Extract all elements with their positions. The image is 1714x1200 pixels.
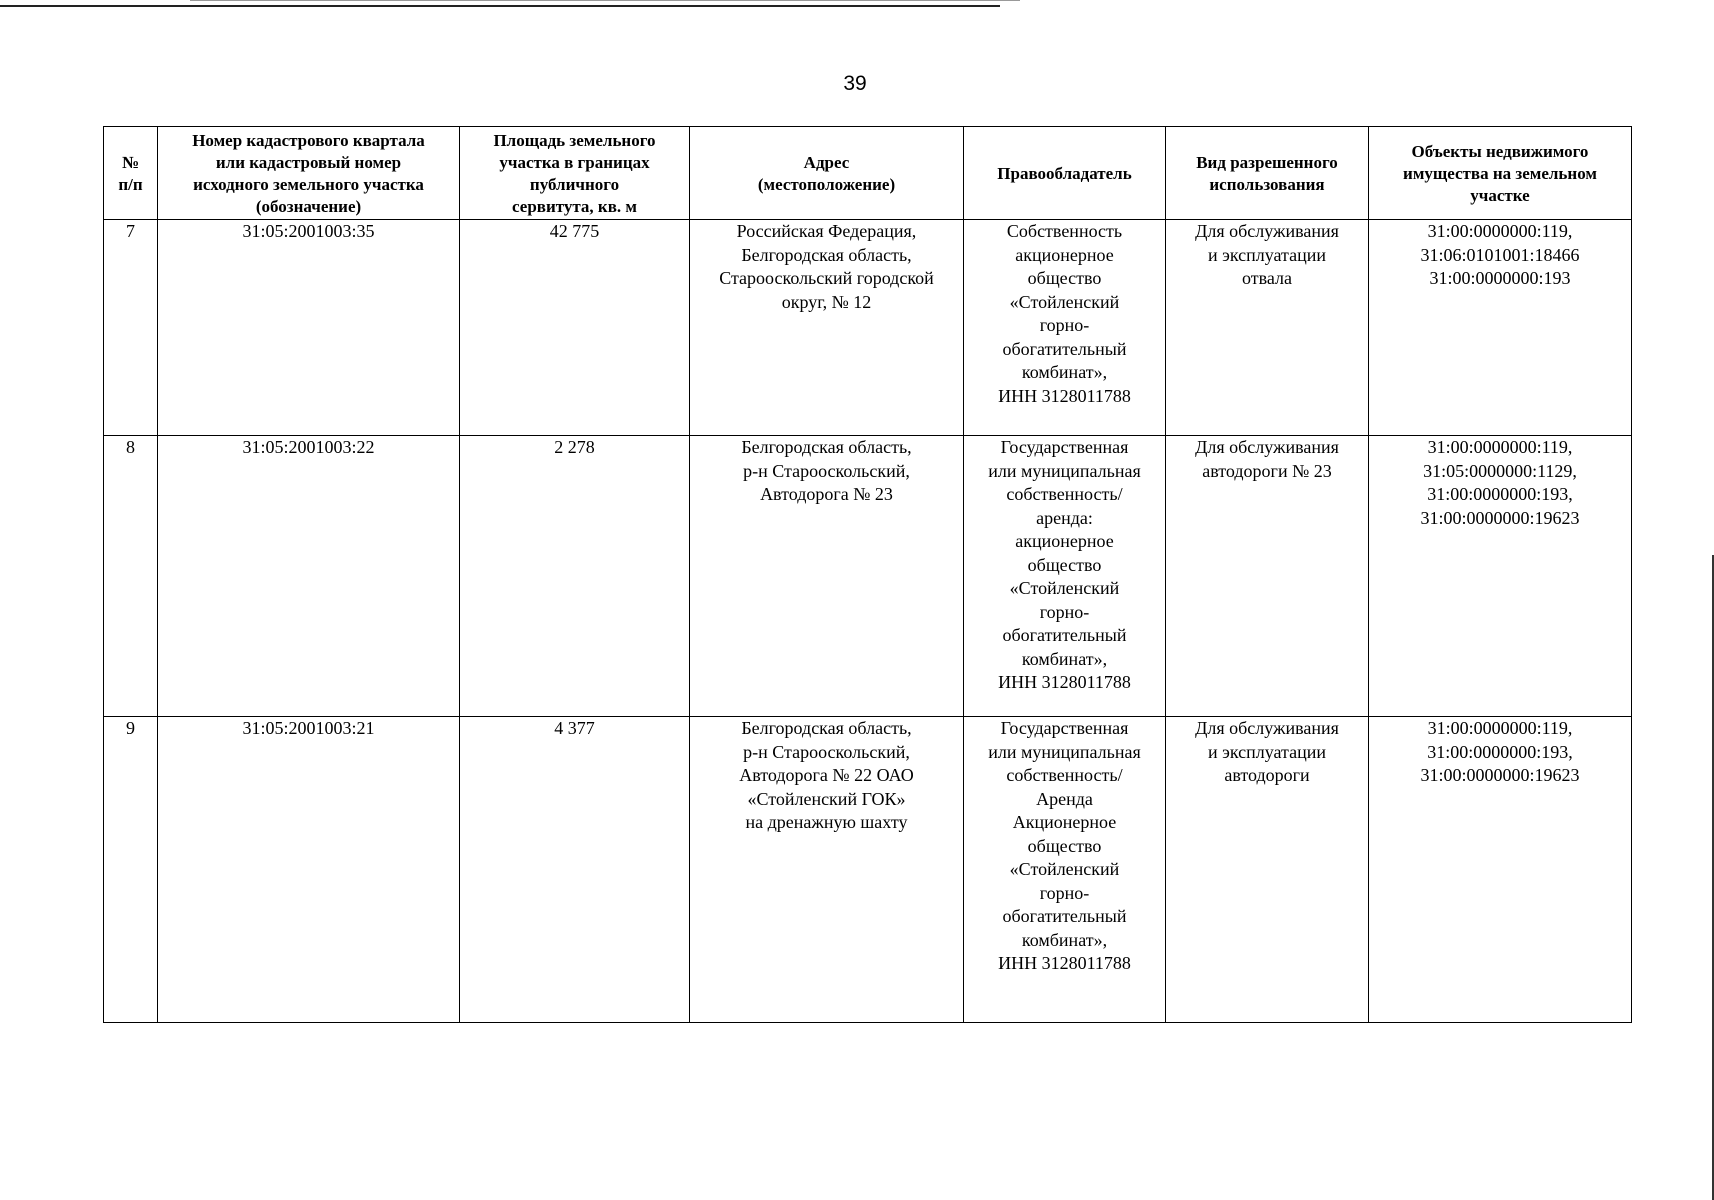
owner-line: или муниципальная <box>988 460 1141 481</box>
address-line: р-н Старооскольский, <box>743 741 910 762</box>
page-number: 39 <box>843 72 867 95</box>
header-use <box>1166 127 1369 220</box>
header-line: № <box>121 153 140 172</box>
objects-line: 31:00:0000000:19623 <box>1420 507 1580 528</box>
header-line: исходного земельного участка <box>193 175 424 194</box>
cell-area: 42 775 <box>460 220 690 436</box>
objects-line: 31:00:0000000:193, <box>1427 741 1573 762</box>
objects-line: 31:00:0000000:119, <box>1427 221 1573 241</box>
address-line: Автодорога № 22 ОАО <box>739 765 914 785</box>
table-row <box>104 436 1632 717</box>
cell-use <box>1166 717 1369 1023</box>
scan-edge-top-faint <box>190 0 1020 1</box>
owner-line: горно- <box>1039 315 1090 335</box>
address-line: округ, № 12 <box>781 291 872 312</box>
header-area <box>460 127 690 220</box>
owner-line: общество <box>1027 268 1102 288</box>
owner-line: комбинат», <box>1021 362 1108 382</box>
cell-cadastral: 31:05:2001003:21 <box>158 717 460 1023</box>
owner-line: «Стойленский <box>1009 578 1120 598</box>
header-line: Объекты недвижимого <box>1411 142 1589 161</box>
owner-line: акционерное <box>1015 244 1114 265</box>
cell-number: 8 <box>104 436 158 717</box>
owner-line: Государственная <box>1000 718 1129 738</box>
owner-line: ИНН 3128011788 <box>998 672 1131 692</box>
cell-objects <box>1369 436 1632 717</box>
cell-address <box>690 220 964 436</box>
owner-line: ИНН 3128011788 <box>998 385 1131 406</box>
owner-line: комбинат», <box>1021 929 1108 950</box>
owner-line: Аренда <box>1036 788 1093 809</box>
header-line: или кадастровый номер <box>215 153 402 172</box>
cell-objects <box>1369 220 1632 436</box>
header-line: Номер кадастрового квартала <box>192 131 425 150</box>
address-line: Белгородская область, <box>741 244 912 265</box>
table-header-row <box>104 127 1632 220</box>
use-line: и эксплуатации <box>1207 244 1327 265</box>
address-line: Автодорога № 23 <box>760 484 893 504</box>
header-owner <box>964 127 1166 220</box>
cell-address <box>690 436 964 717</box>
address-line: Старооскольский городской <box>719 268 934 288</box>
objects-line: 31:00:0000000:119, <box>1427 437 1573 457</box>
objects-line: 31:00:0000000:193 <box>1429 268 1571 288</box>
owner-line: Акционерное <box>1012 812 1117 832</box>
cell-number: 7 <box>104 220 158 436</box>
header-line: публичного <box>529 175 620 194</box>
header-line: участка в границах <box>499 153 650 172</box>
header-line: Вид разрешенного <box>1196 153 1338 172</box>
cell-number: 9 <box>104 717 158 1023</box>
owner-line: обогатительный <box>1002 906 1127 926</box>
objects-line: 31:00:0000000:119, <box>1427 718 1573 738</box>
scan-edge-top <box>0 5 1000 7</box>
table-row <box>104 717 1632 1023</box>
objects-line: 31:06:0101001:18466 <box>1420 244 1580 265</box>
address-line: Белгородская область, <box>741 718 912 738</box>
objects-line: 31:00:0000000:19623 <box>1420 765 1580 785</box>
header-line: участке <box>1470 186 1530 205</box>
cell-objects <box>1369 717 1632 1023</box>
header-line: Адрес <box>803 153 850 172</box>
owner-line: общество <box>1027 835 1102 856</box>
cell-owner <box>964 436 1166 717</box>
use-line: автодороги № 23 <box>1202 460 1332 481</box>
owner-line: «Стойленский <box>1009 291 1120 312</box>
header-line: сервитута, кв. м <box>512 197 637 216</box>
use-line: Для обслуживания <box>1195 221 1339 241</box>
use-line: Для обслуживания <box>1195 718 1339 738</box>
address-line: Белгородская область, <box>741 437 912 457</box>
objects-line: 31:00:0000000:193, <box>1427 484 1573 504</box>
header-line: использования <box>1209 175 1325 194</box>
header-line: Правообладатель <box>997 164 1132 183</box>
header-cadastral <box>158 127 460 220</box>
header-line: (местоположение) <box>757 175 896 194</box>
header-line: п/п <box>118 175 143 194</box>
use-line: отвала <box>1241 268 1292 288</box>
owner-line: собственность/ <box>1006 765 1123 785</box>
objects-line: 31:05:0000000:1129, <box>1423 460 1577 481</box>
owner-line: акционерное <box>1015 531 1114 551</box>
owner-line: или муниципальная <box>988 741 1141 762</box>
address-line: «Стойленский ГОК» <box>747 788 906 809</box>
use-line: автодороги <box>1224 765 1310 785</box>
address-line: на дренажную шахту <box>745 812 908 832</box>
owner-line: Собственность <box>1006 221 1123 241</box>
cell-use <box>1166 436 1369 717</box>
cell-area: 2 278 <box>460 436 690 717</box>
owner-line: аренда: <box>1036 507 1093 528</box>
owner-line: горно- <box>1039 882 1090 903</box>
use-line: и эксплуатации <box>1207 741 1327 762</box>
cell-owner <box>964 717 1166 1023</box>
owner-line: обогатительный <box>1002 338 1127 359</box>
cell-owner <box>964 220 1166 436</box>
header-line: имущества на земельном <box>1403 164 1597 183</box>
header-objects <box>1369 127 1632 220</box>
owner-line: «Стойленский <box>1009 859 1120 879</box>
address-line: Российская Федерация, <box>736 221 917 241</box>
table-row <box>104 220 1632 436</box>
owner-line: Государственная <box>1000 437 1129 457</box>
header-address <box>690 127 964 220</box>
owner-line: общество <box>1027 554 1102 575</box>
cell-cadastral: 31:05:2001003:22 <box>158 436 460 717</box>
owner-line: обогатительный <box>1002 625 1127 645</box>
cell-cadastral: 31:05:2001003:35 <box>158 220 460 436</box>
address-line: р-н Старооскольский, <box>743 460 910 481</box>
header-line: Площадь земельного <box>493 131 656 150</box>
owner-line: комбинат», <box>1021 648 1108 669</box>
header-line: (обозначение) <box>255 197 362 216</box>
cell-address <box>690 717 964 1023</box>
owner-line: горно- <box>1039 601 1090 622</box>
use-line: Для обслуживания <box>1195 437 1339 457</box>
owner-line: ИНН 3128011788 <box>998 953 1131 973</box>
owner-line: собственность/ <box>1006 484 1123 504</box>
servitude-table <box>103 126 1632 1023</box>
header-number <box>104 127 158 220</box>
cell-area: 4 377 <box>460 717 690 1023</box>
cell-use <box>1166 220 1369 436</box>
